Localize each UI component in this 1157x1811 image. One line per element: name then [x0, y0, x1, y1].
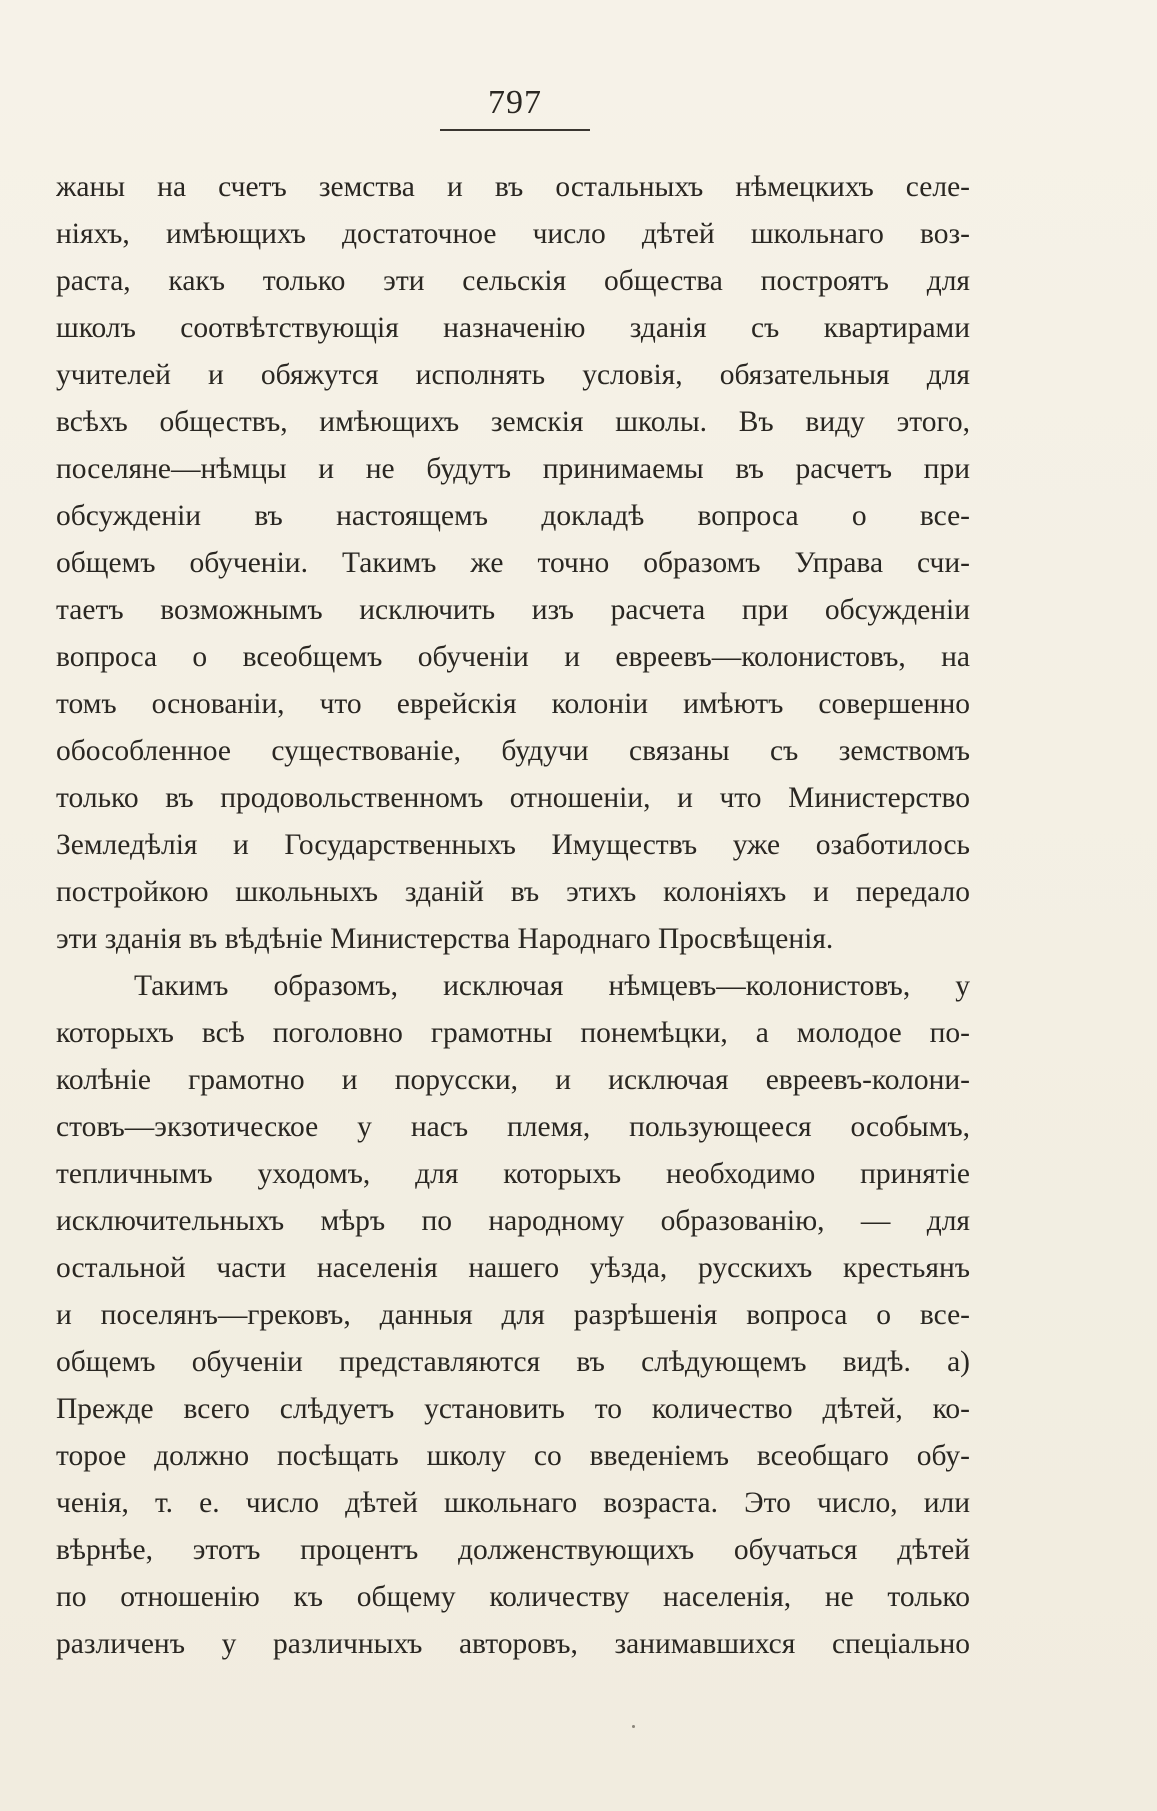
text-line: остальной части населенія нашего уѣзда, русскихъ крестьянъ — [56, 1252, 970, 1284]
text-line: обособленное существованіе, будучи связаны съ земствомъ — [56, 735, 970, 767]
text-line: вопроса о всеобщемъ обученіи и евреевъ—колонистовъ, на — [56, 641, 970, 673]
paragraph-last-line: эти зданія въ вѣдѣніе Министерства Народнаго Просвѣщенія. — [56, 923, 834, 955]
text-line: по отношенію къ общему количеству населенія, не только — [56, 1581, 970, 1613]
text-line: учителей и обяжутся исполнять условія, обязательныя для — [56, 359, 970, 391]
text-line: торое должно посѣщать школу со введеніемъ всеобщаго обу- — [56, 1440, 970, 1472]
text-line: постройкою школьныхъ зданій въ этихъ колоніяхъ и передало — [56, 876, 970, 908]
text-line: стовъ—экзотическое у насъ племя, пользующееся особымъ, — [56, 1111, 970, 1143]
text-line: ніяхъ, имѣющихъ достаточное число дѣтей школьнаго воз- — [56, 218, 970, 250]
text-line: школъ соотвѣтствующія назначенію зданія съ квартирами — [56, 312, 970, 344]
header-rule — [440, 129, 590, 131]
text-line: всѣхъ обществъ, имѣющихъ земскія школы. Въ виду этого, — [56, 406, 970, 438]
ink-speck — [632, 1725, 635, 1728]
text-line: общемъ обученіи. Такимъ же точно образомъ Управа счи- — [56, 547, 970, 579]
text-line: только въ продовольственномъ отношеніи, и что Министерство — [56, 782, 970, 814]
text-line: жаны на счетъ земства и въ остальныхъ нѣмецкихъ селе- — [56, 171, 970, 203]
text-line: таетъ возможнымъ исключить изъ расчета при обсужденіи — [56, 594, 970, 626]
text-line: исключительныхъ мѣръ по народному образованію, — для — [56, 1205, 970, 1237]
text-line: раста, какъ только эти сельскія общества построятъ для — [56, 265, 970, 297]
text-line: вѣрнѣе, этотъ процентъ долженствующихъ обучаться дѣтей — [56, 1534, 970, 1566]
text-line: Земледѣлія и Государственныхъ Имуществъ уже озаботилось — [56, 829, 970, 861]
text-line: ченія, т. е. число дѣтей школьнаго возраста. Это число, или — [56, 1487, 970, 1519]
body-text — [56, 164, 970, 1668]
paragraph-first-line: Такимъ образомъ, исключая нѣмцевъ—колонистовъ, у — [134, 970, 970, 1002]
text-line: томъ основаніи, что еврейскія колоніи имѣютъ совершенно — [56, 688, 970, 720]
text-line: которыхъ всѣ поголовно грамотны понемѣцки, а молодое по- — [56, 1017, 970, 1049]
text-line: общемъ обученіи представляются въ слѣдующемъ видѣ. а) — [56, 1346, 970, 1378]
text-line: тепличнымъ уходомъ, для которыхъ необходимо принятіе — [56, 1158, 970, 1190]
text-line: колѣніе грамотно и порусски, и исключая евреевъ-колони- — [56, 1064, 970, 1096]
page-number: 797 — [488, 84, 542, 121]
text-line: различенъ у различныхъ авторовъ, занимавшихся спеціально — [56, 1628, 970, 1660]
text-line: обсужденіи въ настоящемъ докладѣ вопроса о все- — [56, 500, 970, 532]
text-line: поселяне—нѣмцы и не будутъ принимаемы въ расчетъ при — [56, 453, 970, 485]
text-line: и поселянъ—грековъ, данныя для разрѣшенія вопроса о все- — [56, 1299, 970, 1331]
text-line: Прежде всего слѣдуетъ установить то количество дѣтей, ко- — [56, 1393, 970, 1425]
